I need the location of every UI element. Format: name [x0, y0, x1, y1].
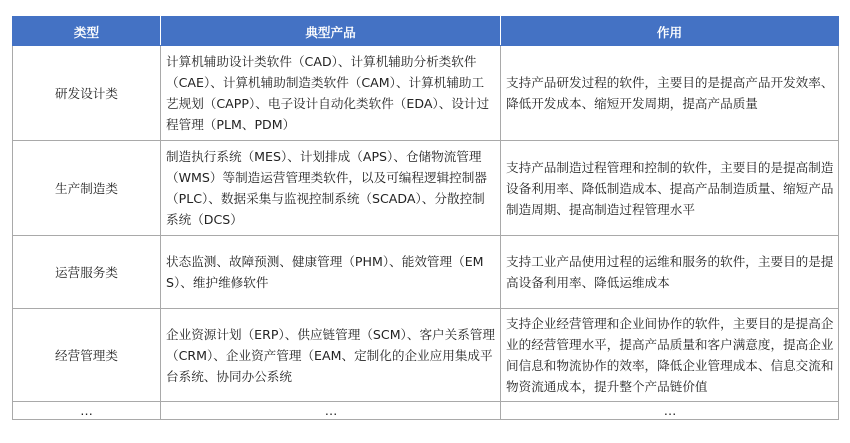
industrial-software-table-container — [12, 16, 838, 420]
type-cell: 研发设计类 — [13, 46, 161, 141]
table-row — [13, 309, 839, 402]
products-cell: 企业资源计划（ERP）、供应链管理（SCM）、客户关系管理（CRM）、企业资产管理（EAM、定制化的企业应用集成平台系统、协同办公系统 — [161, 309, 501, 402]
header-products: 典型产品 — [161, 17, 501, 46]
table-row — [13, 141, 839, 236]
products-cell: 状态监测、故障预测、健康管理（PHM）、能效管理（EMS）、维护维修软件 — [161, 236, 501, 309]
type-cell: … — [13, 402, 161, 420]
role-cell: 支持产品制造过程管理和控制的软件，主要目的是提高制造设备利用率、降低制造成本、提高产品制造质量、缩短产品制造周期、提高制造过程管理水平 — [501, 141, 839, 236]
table-row — [13, 402, 839, 420]
role-cell: 支持产品研发过程的软件，主要目的是提高产品开发效率、降低开发成本、缩短开发周期，提高产品质量 — [501, 46, 839, 141]
products-cell: 制造执行系统（MES）、计划排成（APS）、仓储物流管理（WMS）等制造运营管理类软件，以及可编程逻辑控制器（PLC）、数据采集与监视控制系统（SCADA）、分散控制系统（DCS） — [161, 141, 501, 236]
industrial-software-table — [12, 16, 839, 420]
type-cell: 生产制造类 — [13, 141, 161, 236]
type-cell: 经营管理类 — [13, 309, 161, 402]
role-cell: 支持工业产品使用过程的运维和服务的软件，主要目的是提高设备利用率、降低运维成本 — [501, 236, 839, 309]
header-row — [13, 17, 839, 46]
header-type: 类型 — [13, 17, 161, 46]
role-cell: 支持企业经营管理和企业间协作的软件，主要目的是提高企业的经营管理水平，提高产品质量和客户满意度，提高企业间信息和物流协作的效率，降低企业管理成本、信息交流和物资流通成本，提升整个产品链价值 — [501, 309, 839, 402]
type-cell: 运营服务类 — [13, 236, 161, 309]
products-cell: 计算机辅助设计类软件（CAD）、计算机辅助分析类软件（CAE）、计算机辅助制造类软件（CAM）、计算机辅助工艺规划（CAPP）、电子设计自动化类软件（EDA）、设计过程管理（PLM、PDM） — [161, 46, 501, 141]
role-cell: … — [501, 402, 839, 420]
products-cell: … — [161, 402, 501, 420]
table-row — [13, 46, 839, 141]
header-role: 作用 — [501, 17, 839, 46]
table-row — [13, 236, 839, 309]
